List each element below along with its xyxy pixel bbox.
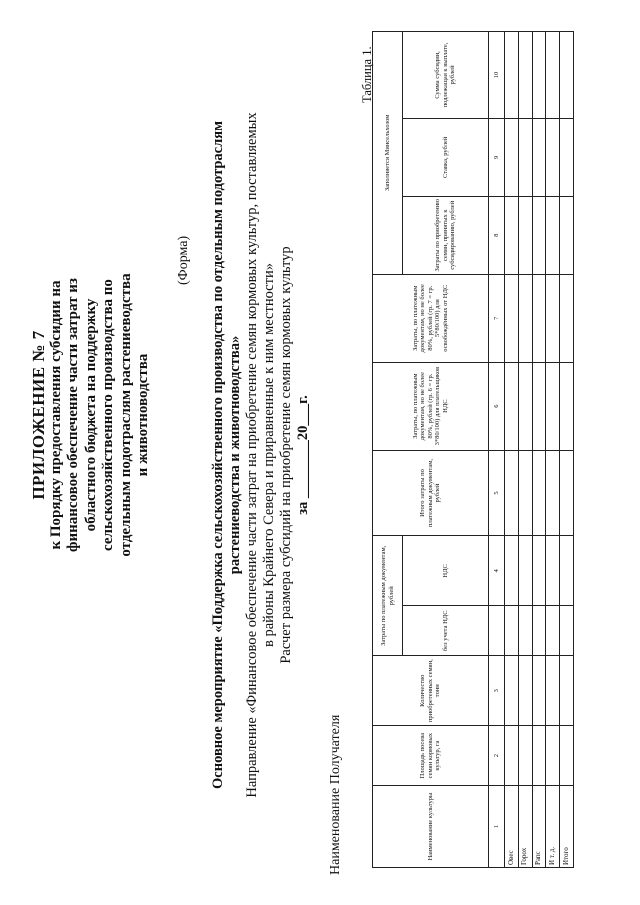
table-row	[546, 32, 560, 868]
row-label: Итого	[560, 786, 574, 868]
header-accepted-costs: Затраты по приобретению семян, принятых к субсидированию, рублей	[403, 196, 489, 274]
row-label: И т. д.	[546, 786, 560, 868]
table-caption: Таблица 1.	[360, 46, 374, 103]
col-number: 8	[489, 196, 505, 274]
header-total-costs: Итого затраты по платежным документам, рублей	[373, 450, 489, 536]
appendix-line: и животноводства	[135, 353, 151, 477]
header-area: Площадь посева семян кормовых культур, га	[373, 726, 489, 786]
appendix-line: финансовое обеспечение части затрат из	[65, 278, 81, 552]
header-no-vat: без учета НДС	[403, 606, 489, 656]
row-label: Рапс	[532, 786, 546, 868]
header-costs-vat-payers: Затраты, по платежным документам, но не более 80%, рублей (гр. 6 = гр. 3*80/100) для плательщиков НДС	[373, 362, 489, 450]
subsidy-table	[372, 31, 574, 868]
period-line: за ________20___г.	[295, 395, 311, 515]
calculation-title: Расчет размера субсидий на приобретение семян кормовых культур	[278, 246, 294, 664]
header-culture-name: Наименование культуры	[373, 786, 489, 868]
table-row	[505, 32, 519, 868]
document-heading	[210, 45, 312, 865]
col-number: 2	[489, 726, 505, 786]
row-label: Овес	[505, 786, 519, 868]
direction-title: Направление «Финансовое обеспечение части затрат на приобретение семян кормовых культур, поставляемых	[244, 112, 260, 798]
row-label: Горох	[518, 786, 532, 868]
recipient-label: Наименование Получателя	[328, 714, 343, 875]
appendix-line: сельскохозяйственного производства по	[100, 279, 116, 551]
event-title-cont: растениеводства и животноводства»	[227, 335, 243, 575]
header-costs-vat-exempt: Затраты, по платежным документам, но не более 80%, рублей (гр. 7 = гр. 5*80/100) для освобождённых от НДС	[373, 274, 489, 362]
header-rate: Ставка, рублей	[403, 118, 489, 196]
appendix-line: к Порядку предоставления субсидии на	[47, 280, 64, 550]
col-number: 1	[489, 786, 505, 868]
form-note: (Форма)	[176, 235, 191, 285]
header-subsidy-amount: Сумма субсидии, подлежащая к выплате, рублей	[403, 32, 489, 119]
direction-title-cont: в районы Крайнего Севера и приравненные к ним местности»	[261, 263, 277, 647]
appendix-line: отдельным подотраслям растениеводства	[117, 273, 134, 557]
appendix-block	[30, 105, 153, 725]
col-number: 10	[489, 32, 505, 119]
appendix-title: ПРИЛОЖЕНИЕ № 7	[29, 330, 48, 500]
appendix-line: областного бюджета на поддержку	[82, 298, 99, 532]
table-row	[518, 32, 532, 868]
col-number: 5	[489, 450, 505, 536]
header-ministry: Заполняется Минсельхозом	[373, 32, 403, 275]
table-row-total	[560, 32, 574, 868]
event-title: Основное мероприятие «Поддержка сельскохозяйственного производства по отдельным подотраслям	[210, 121, 226, 789]
header-vat: НДС	[403, 536, 489, 606]
table-row	[532, 32, 546, 868]
col-number	[489, 606, 505, 656]
col-number: 9	[489, 118, 505, 196]
col-number: 7	[489, 274, 505, 362]
col-number: 3	[489, 656, 505, 726]
col-number: 6	[489, 362, 505, 450]
column-numbers-row	[489, 32, 505, 868]
col-number: 4	[489, 536, 505, 606]
header-costs-group: Затраты по платежным документам, рублей	[373, 536, 403, 656]
header-quantity: Количество приобретенных семян, тонн	[373, 656, 489, 726]
